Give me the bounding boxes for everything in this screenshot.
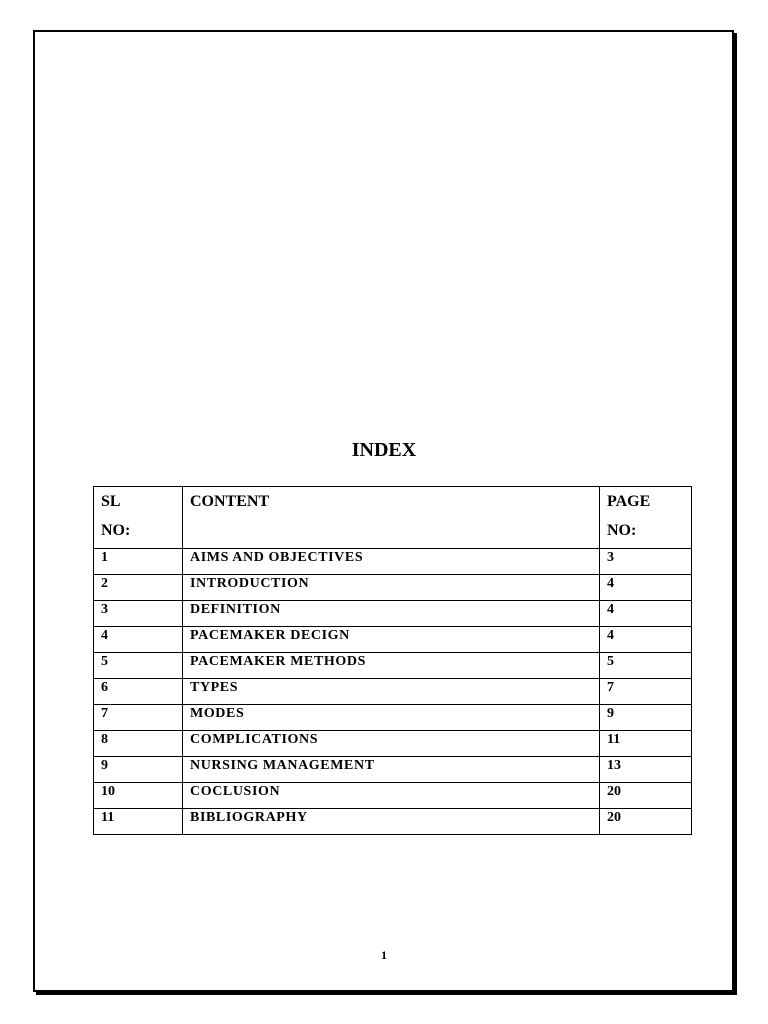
row-content: COMPLICATIONS: [183, 731, 600, 757]
row-content: MODES: [183, 705, 600, 731]
row-page: 13: [600, 757, 692, 783]
row-sl: 5: [94, 653, 183, 679]
header-page-line1: PAGE: [607, 493, 651, 510]
row-page: 3: [600, 549, 692, 575]
row-sl: 7: [94, 705, 183, 731]
table-row: [94, 731, 692, 757]
table-row: [94, 601, 692, 627]
row-content: COCLUSION: [183, 783, 600, 809]
row-page: 20: [600, 809, 692, 835]
table-row: [94, 783, 692, 809]
header-sl-line2: NO:: [101, 522, 131, 539]
page-title: INDEX: [351, 439, 417, 461]
table-row: [94, 705, 692, 731]
row-sl: 8: [94, 731, 183, 757]
row-page: 4: [600, 627, 692, 653]
table-row: [94, 627, 692, 653]
header-page-no: [600, 487, 692, 549]
table-header-row: [94, 487, 692, 549]
row-sl: 9: [94, 757, 183, 783]
row-page: 11: [600, 731, 692, 757]
row-page: 9: [600, 705, 692, 731]
row-page: 5: [600, 653, 692, 679]
header-sl-no: [94, 487, 183, 549]
header-content-label: CONTENT: [190, 493, 270, 510]
row-page: 20: [600, 783, 692, 809]
header-page-line2: NO:: [607, 522, 637, 539]
row-page: 4: [600, 575, 692, 601]
table-row: [94, 575, 692, 601]
row-sl: 6: [94, 679, 183, 705]
row-sl: 11: [94, 809, 183, 835]
row-sl: 4: [94, 627, 183, 653]
table-row: [94, 549, 692, 575]
row-content: INTRODUCTION: [183, 575, 600, 601]
page-number: 1: [381, 948, 387, 962]
index-table: [93, 486, 692, 835]
table-row: [94, 757, 692, 783]
row-sl: 2: [94, 575, 183, 601]
row-page: 4: [600, 601, 692, 627]
row-sl: 3: [94, 601, 183, 627]
row-content: AIMS AND OBJECTIVES: [183, 549, 600, 575]
row-content: PACEMAKER DECIGN: [183, 627, 600, 653]
row-content: NURSING MANAGEMENT: [183, 757, 600, 783]
row-content: DEFINITION: [183, 601, 600, 627]
row-sl: 10: [94, 783, 183, 809]
header-sl-line1: SL: [101, 493, 121, 510]
row-page: 7: [600, 679, 692, 705]
table-row: [94, 653, 692, 679]
table-row: [94, 809, 692, 835]
row-sl: 1: [94, 549, 183, 575]
row-content: TYPES: [183, 679, 600, 705]
header-content: [183, 487, 600, 549]
table-row: [94, 679, 692, 705]
row-content: PACEMAKER METHODS: [183, 653, 600, 679]
row-content: BIBLIOGRAPHY: [183, 809, 600, 835]
